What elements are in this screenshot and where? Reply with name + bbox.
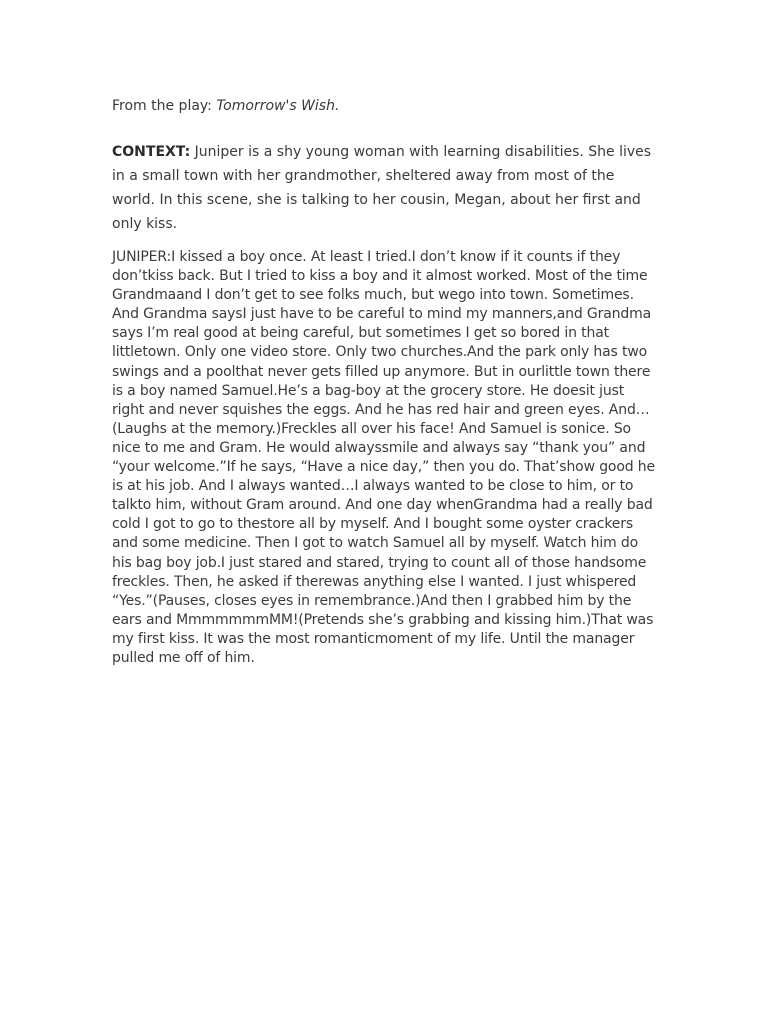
context-paragraph bbox=[112, 140, 657, 236]
monologue-text: JUNIPER:I kissed a boy once. At least I tried.I don’t know if it counts if they don’tkiss back. But I tried to kiss a boy and it almost worked. Most of the time Grandmaand I don’t get to see folks much, but wego into town. Sometimes. And Grandma saysI just have to be careful to mind my manners,and Grandma says I’m real good at being careful, but sometimes I get so bored in that littletown. Only one video store. Only two churches.And the park only has two swings and a poolthat never gets filled up anymore. But in ourlittle town there is a boy named Samuel.He’s a bag-boy at the grocery store. He doesit just right and never squishes the eggs. And he has red hair and green eyes. And… (Laughs at the memory.)Freckles all over his face! And Samuel is sonice. So nice to me and Gram. He would alwayssmile and always say “thank you” and “your welcome.”If he says, “Have a nice day,” then you do. That’show good he is at his job. And I always wanted…I always wanted to be close to him, or to talkto him, without Gram around. And one day whenGrandma had a really bad cold I got to go to thestore all by myself. And I bought some oyster crackers and some medicine. Then I got to watch Samuel all by myself. Watch him do his bag boy job.I just stared and stared, trying to count all of those handsome freckles. Then, he asked if therewas anything else I wanted. I just whispered “Yes.”(Pauses, closes eyes in remembrance.)And then I grabbed him by the ears and MmmmmmmMM!(Pretends she’s grabbing and kissing him.)That was my first kiss. It was the most romanticmoment of my life. Until the manager pulled me off of him. bbox=[112, 249, 655, 666]
context-text: Juniper is a shy young woman with learning disabilities. She lives in a small town with her grandmother, sheltered away from most of the world. In this scene, she is talking to her cousin, Megan, about her first and only kiss. bbox=[112, 144, 652, 232]
source-prefix: From the play: bbox=[112, 98, 217, 114]
play-source-line bbox=[112, 96, 657, 116]
play-title: Tomorrow's Wish. bbox=[216, 98, 340, 114]
context-label: CONTEXT: bbox=[112, 144, 191, 160]
document-page bbox=[112, 96, 657, 668]
